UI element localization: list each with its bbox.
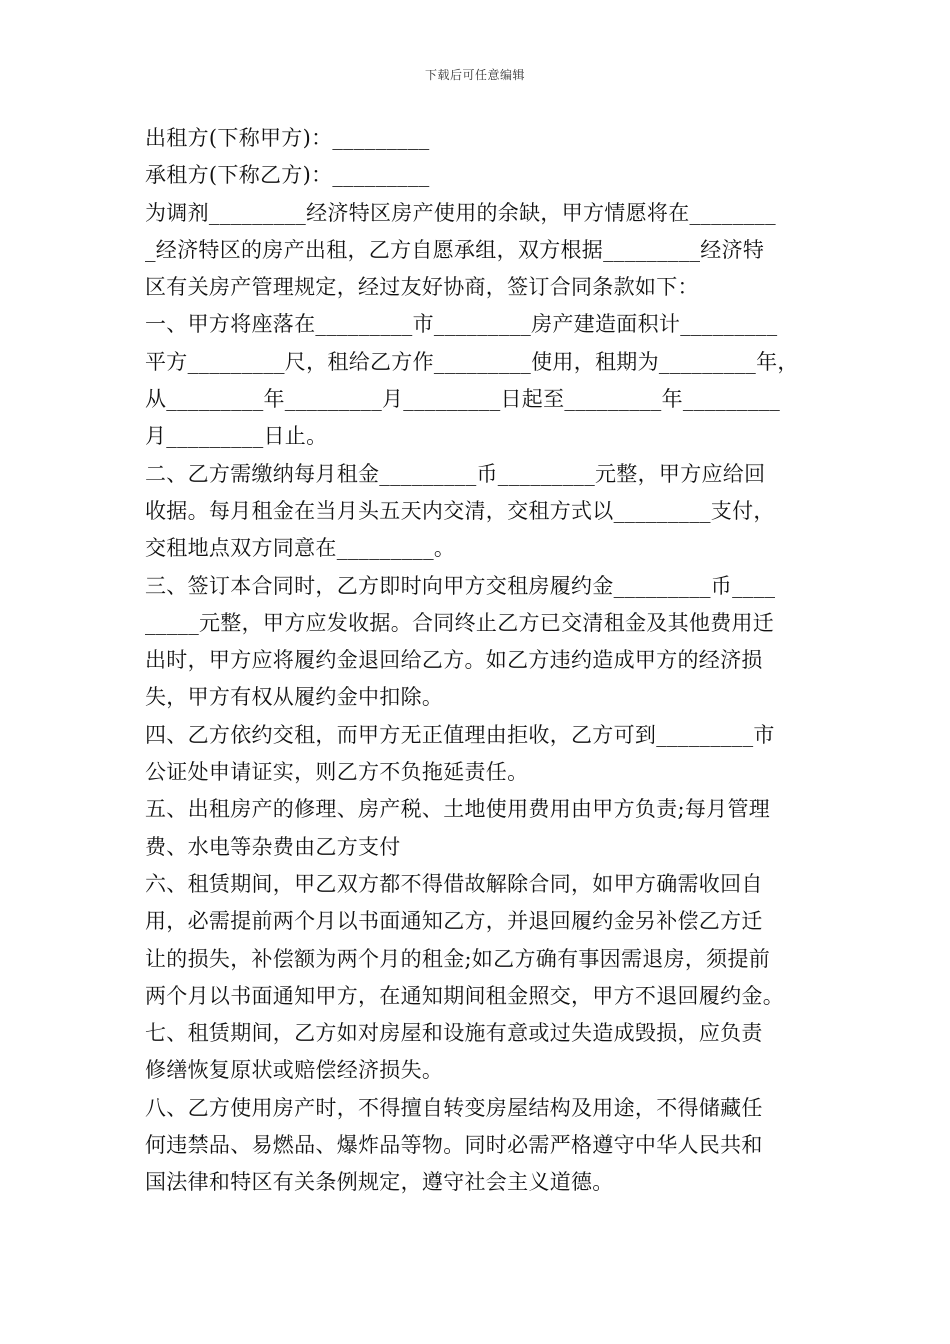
text-line: 八、乙方使用房产时，不得擅自转变房屋结构及用途，不得储藏任 <box>145 1095 763 1120</box>
text-line: 出租方(下称甲方)：_________ <box>145 126 430 150</box>
text-line: 月_________日止。 <box>145 424 328 449</box>
text-line: 六、租赁期间，甲乙双方都不得借故解除合同，如甲方确需收回自 <box>145 871 763 896</box>
text-line: 国法律和特区有关条例规定，遵守社会主义道德。 <box>145 1170 614 1195</box>
text-line: 两个月以书面通知甲方，在通知期间租金照交，甲方不退回履约金。 <box>145 983 784 1008</box>
text-line: 费、水电等杂费由乙方支付 <box>145 834 401 859</box>
text-line: 交租地点双方同意在_________。 <box>145 536 456 561</box>
text-line: 二、乙方需缴纳每月租金_________币_________元整，甲方应给回 <box>145 461 766 486</box>
text-line: 七、租赁期间，乙方如对房屋和设施有意或过失造成毁损，应负责 <box>145 1021 763 1046</box>
text-line: 收据。每月租金在当月头五天内交清，交租方式以_________支付， <box>145 498 775 523</box>
text-line: 公证处申请证实，则乙方不负拖延责任。 <box>145 760 529 785</box>
page-header: 下载后可任意编辑 <box>424 68 525 82</box>
text-line: 让的损失，补偿额为两个月的租金;如乙方确有事因需退房，须提前 <box>145 946 771 971</box>
text-line: 出时，甲方应将履约金退回给乙方。如乙方违约造成甲方的经济损 <box>145 648 763 673</box>
contract-body <box>145 120 813 1202</box>
text-line: 一、甲方将座落在_________市_________房产建造面积计_________ <box>145 312 778 337</box>
text-line: 失，甲方有权从履约金中扣除。 <box>145 685 444 710</box>
text-line: 从_________年_________月_________日起至_________年_________ <box>145 387 781 412</box>
text-line: _经济特区的房产出租，乙方自愿承组，双方根据_________经济特 <box>145 237 765 262</box>
text-line: 修缮恢复原状或赔偿经济损失。 <box>145 1058 444 1083</box>
text-line: 用，必需提前两个月以书面通知乙方，并退回履约金另补偿乙方迁 <box>145 909 763 934</box>
text-line: 四、乙方依约交租，而甲方无正值理由拒收，乙方可到_________市 <box>145 722 775 747</box>
text-line: 何违禁品、易燃品、爆炸品等物。同时必需严格遵守中华人民共和 <box>145 1133 763 1158</box>
text-line: 承租方(下称乙方)：_________ <box>145 163 430 188</box>
text-line: 平方_________尺，租给乙方作_________使用，租期为_________年， <box>145 349 799 374</box>
text-line: 三、签订本合同时，乙方即时向甲方交租房履约金_________币____ <box>145 573 776 598</box>
text-line: 区有关房产管理规定，经过友好协商，签订合同条款如下： <box>145 275 699 300</box>
text-line: 为调剂_________经济特区房产使用的余缺，甲方情愿将在________ <box>145 200 776 225</box>
text-line: 五、出租房产的修理、房产税、土地使用费用由甲方负责;每月管理 <box>145 797 771 822</box>
text-line: _____元整，甲方应发收据。合同终止乙方已交清租金及其他费用迁 <box>145 610 775 635</box>
